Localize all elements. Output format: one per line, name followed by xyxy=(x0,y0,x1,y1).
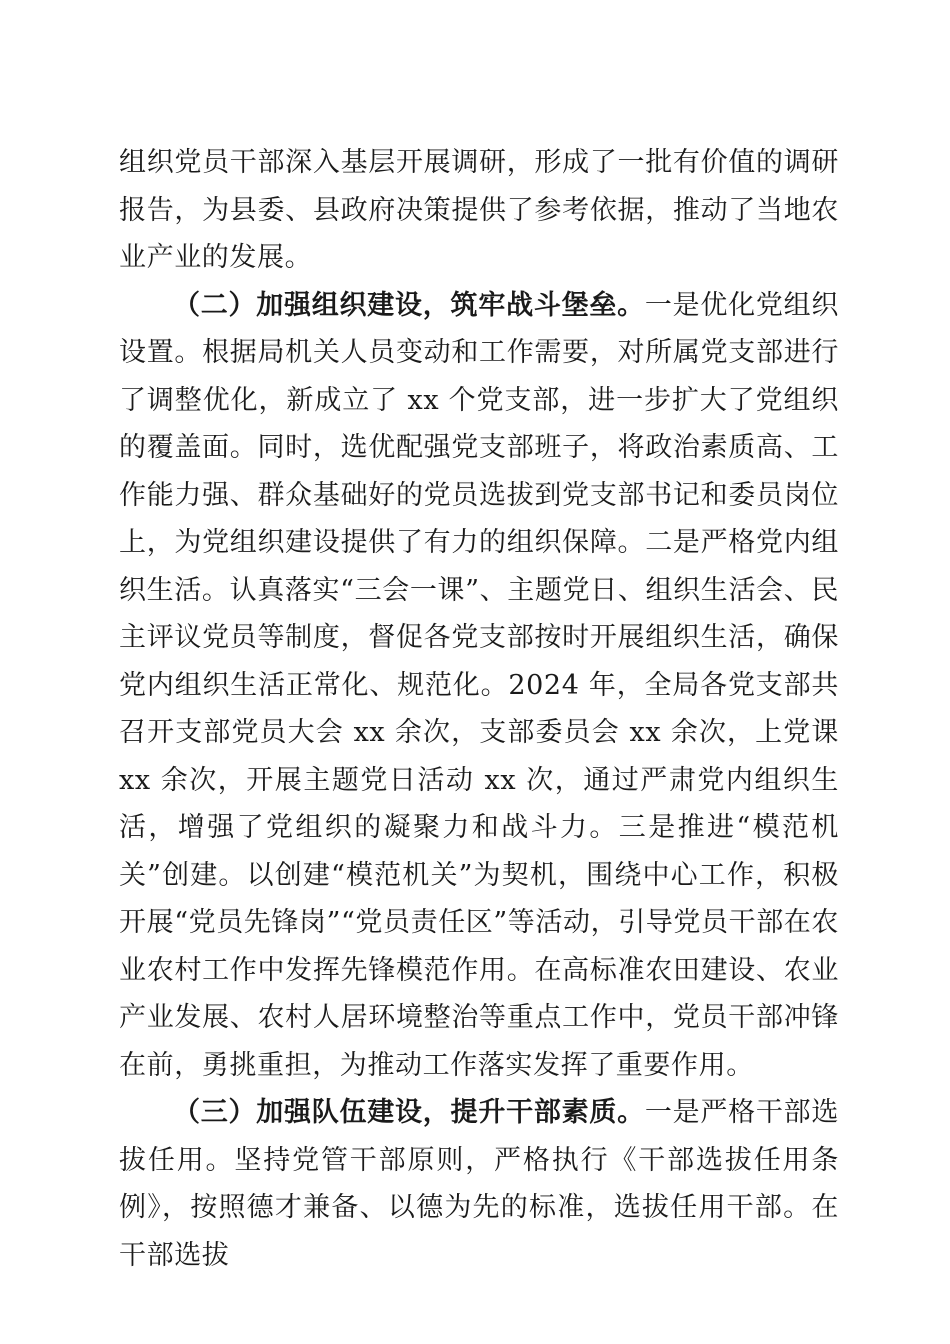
paragraph-organization-building xyxy=(119,282,839,1090)
document-body xyxy=(119,139,839,1279)
paragraph-text: 一是优化党组织设置。根据局机关人员变动和工作需要，对所属党支部进行了调整优化，新成立了 xx 个党支部，进一步扩大了党组织的覆盖面。同时，选优配强党支部班子，将政治素质高、工作能力强、群众基础好的党员选拔到党支部书记和委员岗位上，为党组织建设提供了有力的组织保障。二是严格党内组织生活。认真落实“三会一课”、主题党日、组织生活会、民主评议党员等制度，督促各党支部按时开展组织生活，确保党内组织生活正常化、规范化。2024 年，全局各党支部共召开支部党员大会 xx 余次，支部委员会 xx 余次，上党课 xx 余次，开展主题党日活动 xx 次，通过严肃党内组织生活，增强了党组织的凝聚力和战斗力。三是推进“模范机关”创建。以创建“模范机关”为契机，围绕中心工作，积极开展“党员先锋岗”“党员责任区”等活动，引导党员干部在农业农村工作中发挥先锋模范作用。在高标准农田建设、农业产业发展、农村人居环境整治等重点工作中，党员干部冲锋在前，勇挑重担，为推动工作落实发挥了重要作用。 xyxy=(119,289,840,1081)
paragraph-text: 一是严格干部选拔任用。坚持党管干部原则，严格执行《干部选拔任用条例》，按照德才兼备、以德为先的标准，选拔任用干部。在干部选拔 xyxy=(119,1097,839,1271)
paragraph-continuation xyxy=(119,139,839,282)
paragraph-text: 组织党员干部深入基层开展调研，形成了一批有价值的调研报告，为县委、县政府决策提供了参考依据，推动了当地农业产业的发展。 xyxy=(119,147,839,273)
paragraph-team-building xyxy=(119,1089,839,1279)
section-heading-3: （三）加强队伍建设，提升干部素质。 xyxy=(173,1097,645,1128)
section-heading-2: （二）加强组织建设，筑牢战斗堡垒。 xyxy=(173,289,645,321)
